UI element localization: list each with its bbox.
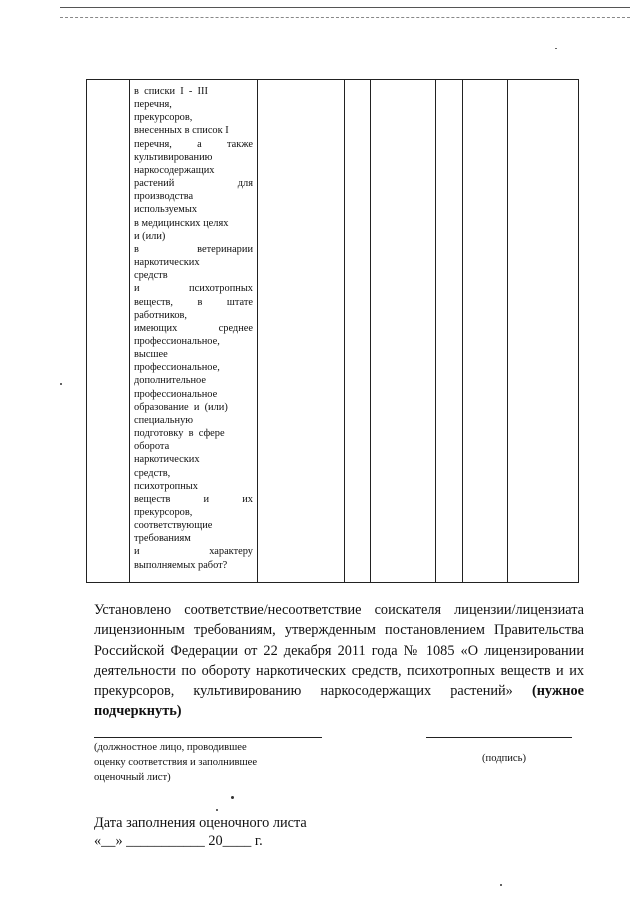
official-caption [94, 740, 257, 785]
criterion-line: наркотических [134, 454, 200, 466]
criterion-line: культивированию [134, 151, 213, 163]
scan-speck [500, 884, 502, 886]
date-fill-line: «__» ___________ 20____ г. [94, 833, 263, 849]
assessment-table [86, 79, 579, 583]
table-cell-number [87, 80, 130, 583]
official-caption-line: оценочный лист) [94, 772, 171, 783]
criterion-line: профессиональное, [134, 335, 220, 347]
criterion-line: имеющих среднее [134, 322, 253, 334]
scan-speck [216, 809, 218, 811]
criterion-line: дополнительное [134, 375, 206, 387]
criterion-line: внесенных в список I [134, 125, 229, 137]
criterion-line: выполняемых работ? [134, 559, 228, 571]
criterion-line: в списки I - III [134, 86, 208, 97]
conclusion-paragraph [94, 600, 584, 722]
table-cell-no [371, 80, 436, 583]
criterion-line: производства [134, 191, 194, 203]
table-cell-notes [508, 80, 579, 583]
criterion-line: психотропных [134, 480, 198, 492]
conclusion-line-with-emphasis [94, 681, 584, 701]
criterion-line: наркосодержащих [134, 164, 215, 176]
criterion-line: средств [134, 270, 168, 282]
criterion-line: требованиям [134, 533, 191, 545]
criterion-line: веществ, в штате [134, 296, 253, 308]
official-caption-line: оценку соответствия и заполнившее [94, 757, 258, 768]
criterion-line: в медицинских целях [134, 217, 229, 229]
criterion-line: образование и (или) [134, 401, 228, 413]
criterion-line: средств, [134, 467, 171, 479]
criterion-line: веществ и их [134, 493, 253, 505]
table-row [87, 80, 579, 583]
criterion-line: высшее [134, 349, 168, 361]
conclusion-line: Установлено соответствие/несоответствие соискателя лицензии/лицензиата [94, 602, 584, 618]
criterion-line: в ветеринарии [134, 243, 253, 255]
conclusion-line: лицензионным требованиям, утвержденным постановлением Правительства [94, 622, 584, 639]
conclusion-line: деятельности по обороту наркотических средств, психотропных веществ и их [94, 662, 584, 679]
criterion-line: соответствующие [134, 520, 213, 532]
criterion-line: подготовку в сфере [134, 428, 225, 440]
criterion-line: и (или) [134, 230, 166, 242]
criterion-text [134, 85, 253, 572]
criterion-line: и психотропных [134, 283, 253, 295]
criterion-line: специальную [134, 414, 194, 426]
criterion-line: прекурсоров, [134, 507, 193, 518]
signature-line [426, 737, 572, 738]
criterion-line: используемых [134, 204, 198, 216]
date-title: Дата заполнения оценочного листа [94, 815, 307, 831]
scan-speck [555, 48, 557, 49]
emphasis-text: (нужное [531, 683, 584, 700]
conclusion-line: прекурсоров, культивированию наркосодержащих растений» [94, 683, 513, 700]
table-cell-criterion [130, 80, 258, 583]
criterion-line: растений для [134, 178, 253, 190]
conclusion-line: Российской Федерации от 22 декабря 2011 года № 1085 «О лицензировании [94, 642, 584, 659]
scan-speck [231, 796, 234, 799]
criterion-line: прекурсоров, [134, 112, 193, 124]
table-cell-na [436, 80, 463, 583]
header-rule [60, 7, 630, 8]
table-cell-docs [463, 80, 508, 583]
criterion-line: профессиональное [134, 388, 218, 400]
scan-speck [60, 383, 62, 385]
criterion-line: и характеру [134, 546, 253, 558]
official-caption-line: (должностное лицо, проводившее [94, 742, 247, 753]
table-cell-requirement [258, 80, 345, 583]
criterion-line: работников, [134, 309, 188, 321]
official-signature-line [94, 737, 322, 738]
criterion-line: перечня, [134, 99, 172, 111]
criterion-line: наркотических [134, 257, 200, 269]
criterion-line: оборота [134, 441, 170, 453]
sign-caption: (подпись) [482, 753, 526, 764]
criterion-line: перечня, а также [134, 138, 253, 150]
criterion-line: профессиональное, [134, 362, 220, 374]
header-rule-dashed [60, 17, 630, 18]
emphasis-text-end: подчеркнуть) [94, 703, 182, 720]
table-cell-yes [345, 80, 371, 583]
